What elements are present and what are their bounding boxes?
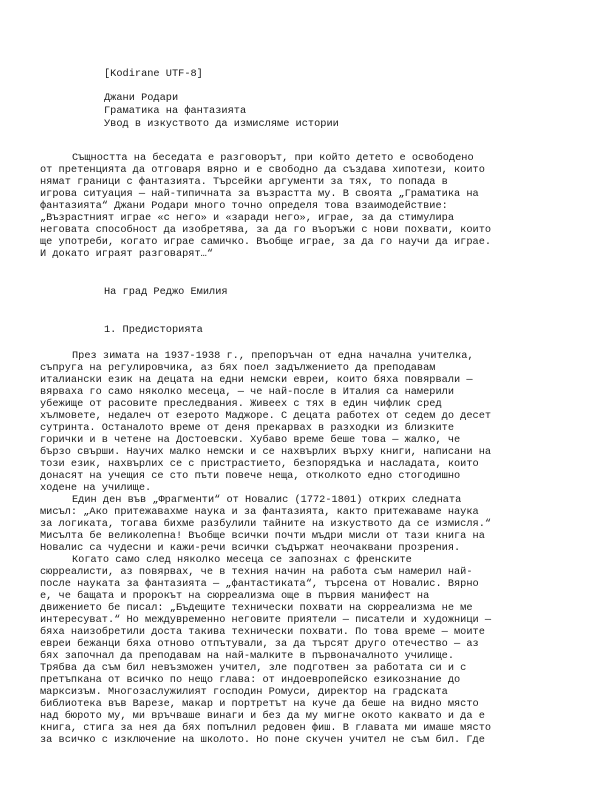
text-line: книга, стига за нея да бях попълнил редовен фиш. В главата ми имаше място (40, 722, 492, 734)
text-line: хълмовете, недалеч от езерото Маджоре. С децата работех от седем до десет (40, 410, 492, 422)
text-line: Един ден във „Фрагменти“ от Новалис (1772-1801) открих следната (72, 494, 462, 506)
text-line: интересуват.“ Но междувременно неговите приятели — писатели и художници — (40, 614, 492, 626)
text-line: Същността на беседата е разговорът, при който детето е освободено (72, 152, 474, 164)
text-line: нямат граници с фантазията. Търсейки аргументи за тях, то попада в (40, 176, 448, 188)
section-title: 1. Предисторията (104, 324, 203, 336)
dedication: На град Реджо Емилия (104, 286, 228, 298)
text-line: неговата способност да изобретява, за да го въоръжи с нови похвати, които (40, 224, 492, 236)
text-line: „Възрастният играе «с него» и «заради него», играе, за да стимулира (40, 212, 455, 224)
text-line: бързо свърши. Научих малко немски и се нахвърлих върху книги, написани на (40, 446, 492, 458)
text-line: този език, нахвърлих се с пристрастието, безпорядъка и насладата, които (40, 458, 479, 470)
text-line: библиотека във Варезе, макар и портретът на куче да беше на видно място (40, 698, 479, 710)
text-line: ходене на училище. (40, 482, 152, 494)
book-subtitle: Увод в изкуството да измисляме истории (104, 118, 339, 130)
text-line: донасят на учещия се сто пъти повече неща, отколкото едно стогодишно (40, 470, 461, 482)
text-line: евреи бежанци бяха отново отпътували, за да търсят друго отечество — аз (40, 638, 479, 650)
text-line: И докато играят разговарят…“ (40, 248, 214, 260)
text-line: бях започнал да преподавам на най-малките в първоначалното училище. (40, 650, 455, 662)
text-line: Новалис са чудесни и кажи-речи всички съдържат неочаквани прозрения. (40, 542, 461, 554)
text-line: италиански език на децата на едни немски евреи, които бяха повярвали — (40, 374, 473, 386)
text-line: ще употреби, когато играе самичко. Въобще играе, за да го научи да играе. (40, 236, 492, 248)
text-line: претъпкана от всичко по нещо глава: от индоевропейско езикознание до (40, 674, 461, 686)
text-line: движението бе писал: „Бъдещите технически похвати на сюрреализма не ме (40, 602, 473, 614)
text-line: горички и в четене на Достоевски. Хубаво време беше това — жалко, че (40, 434, 461, 446)
text-line: е, че бащата и пророкът на сюрреализма още в първия манифест на (40, 590, 430, 602)
text-line: бяха наизобретили доста такива технически похвати. По това време — моите (40, 626, 485, 638)
text-line: съпруга на регулировчика, аз бях поел задължението да преподавам (40, 362, 436, 374)
text-line: марксизъм. Многозаслужилият господин Ромуси, директор на градската (40, 686, 448, 698)
text-line: фантазията“ Джани Родари много точно определя това взаимодействие: (40, 200, 448, 212)
text-line: Трябва да съм бил невъзможен учител, зле подготвен за работата си и с (40, 662, 467, 674)
text-line: мисъл: „Ако притежавахме наука и за фантазията, както притежаваме наука (40, 506, 479, 518)
text-line: за логиката, тогава бихме разбулили тайните на изкуството да се измисля.“ (40, 518, 492, 530)
text-line: сюрреалисти, аз повярвах, че в техния начин на работа съм намерил най- (40, 566, 473, 578)
text-line: после науката за фантазията — „фантастиката“, търсена от Новалис. Вярно (40, 578, 479, 590)
text-line: вярваха го само няколко месеца, — че най-после в Италия са намерили (40, 386, 455, 398)
text-line: за всичко с изключение на школото. Но поне скучен учител не съм бил. Где (40, 734, 485, 746)
encoding-line: [Kodirane UTF-8] (104, 68, 203, 80)
text-line: от претенцията да отговаря вярно и е свободно да създава хипотези, които (40, 164, 485, 176)
text-line: игрова ситуация — най-типичната за възрастта му. В своята „Граматика на (40, 188, 479, 200)
author: Джани Родари (104, 92, 179, 104)
text-line: убежище от расовите преследвания. Живеех с тях в един чифлик сред (40, 398, 442, 410)
text-line: През зимата на 1937-1938 г., препоръчан от една начална учителка, (72, 350, 474, 362)
book-title: Граматика на фантазията (104, 105, 247, 117)
text-line: Мисълта бе великолепна! Въобще всички почти мъдри мисли от тази книга на (40, 530, 485, 542)
text-line: над бюрото му, ми връчваше винаги и без да му мигне окото каквато и да е (40, 710, 485, 722)
text-line: Когато само след няколко месеца се запознах с френските (72, 554, 412, 566)
text-line: сутринта. Останалото време от деня прекарвах в разходки из близките (40, 422, 455, 434)
